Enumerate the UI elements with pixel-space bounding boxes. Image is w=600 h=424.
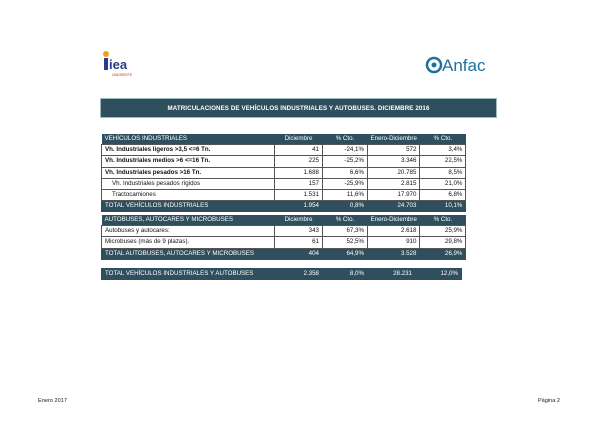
header-ytd: Enero-Diciembre [368, 134, 420, 145]
total-row [102, 201, 466, 212]
table-row [102, 156, 466, 167]
header-ytd-growth: % Cto. [420, 215, 466, 226]
cell: 225 [275, 156, 323, 167]
iea-logo-text: iea [109, 57, 128, 72]
industrial-vehicles-table [101, 134, 466, 212]
cell: 11,6% [323, 189, 368, 200]
footer-page-number: Página 2 [537, 398, 560, 404]
cell: 26,9% [420, 248, 466, 259]
cell: 3.528 [368, 248, 420, 259]
row-label: Autobuses y autocares: [102, 226, 275, 237]
iea-logo [98, 48, 142, 78]
cell: 2.618 [368, 226, 420, 237]
header-category: AUTOBUSES, AUTOCARES Y MICROBUSES [102, 215, 275, 226]
table-row [102, 178, 466, 189]
header-ytd-growth: % Cto. [420, 134, 466, 145]
cell: 29,8% [420, 237, 466, 248]
total-label: TOTAL AUTOBUSES, AUTOCARES Y MICROBUSES [102, 248, 275, 259]
cell: -24,1% [323, 145, 368, 156]
cell: 910 [368, 237, 420, 248]
cell: 404 [275, 248, 323, 259]
cell: 10,1% [420, 201, 466, 212]
report-title: MATRICULACIONES DE VEHÍCULOS INDUSTRIALES Y AUTOBUSES. DICIEMBRE 2016 [100, 98, 497, 118]
table-header [102, 134, 466, 145]
cell: 12,0% [416, 269, 462, 280]
row-label: Microbuses (más de 9 plazas). [102, 237, 275, 248]
buses-table [101, 215, 466, 260]
cell: 1.954 [275, 201, 323, 212]
cell: 21,0% [420, 178, 466, 189]
cell: 1.531 [275, 189, 323, 200]
cell: 1.688 [275, 167, 323, 178]
total-label: TOTAL VEHÍCULOS INDUSTRIALES [102, 201, 275, 212]
row-label: Vh. Industriales pesados rígidos [102, 178, 275, 189]
table-row [102, 167, 466, 178]
cell: 25,9% [420, 226, 466, 237]
cell: 572 [368, 145, 420, 156]
grand-total-table [101, 268, 462, 280]
cell: 2.815 [368, 178, 420, 189]
anfac-logo-text: Anfac [442, 56, 486, 75]
footer-date: Enero 2017 [38, 398, 67, 404]
cell: 6,6% [323, 167, 368, 178]
cell: 8,0% [323, 269, 368, 280]
cell: 41 [275, 145, 323, 156]
cell: 0,8% [323, 201, 368, 212]
header-month: Diciembre [275, 134, 323, 145]
row-label: Vh. Industriales ligeros >3,5 <=6 Tn. [102, 145, 275, 156]
cell: 157 [275, 178, 323, 189]
table-header [102, 215, 466, 226]
cell: 2.358 [275, 269, 323, 280]
table-row [102, 226, 466, 237]
cell: 20.785 [368, 167, 420, 178]
cell: 64,9% [323, 248, 368, 259]
table-row [102, 237, 466, 248]
header-month: Diciembre [275, 215, 323, 226]
row-label: Tractocamiones [102, 189, 275, 200]
cell: -25,2% [323, 156, 368, 167]
header-category: VEHÍCULOS INDUSTRIALES [102, 134, 275, 145]
grand-total-label: TOTAL VEHÍCULOS INDUSTRIALES Y AUTOBUSES [102, 269, 275, 280]
row-label: Vh. Industriales pesados >16 Tn. [102, 167, 275, 178]
total-row [102, 248, 466, 259]
table-row [102, 189, 466, 200]
cell: 8,5% [420, 167, 466, 178]
cell: 3.346 [368, 156, 420, 167]
cell: 24.703 [368, 201, 420, 212]
cell: -25,9% [323, 178, 368, 189]
cell: 343 [275, 226, 323, 237]
grand-total-row [102, 269, 462, 280]
iea-logo-subtext: UNDISERTE [112, 73, 133, 77]
cell: 22,5% [420, 156, 466, 167]
row-label: Vh. Industriales medios >6 <=16 Tn. [102, 156, 275, 167]
anfac-logo [425, 52, 505, 78]
table-row [102, 145, 466, 156]
cell: 17.970 [368, 189, 420, 200]
cell: 3,4% [420, 145, 466, 156]
cell: 52,5% [323, 237, 368, 248]
cell: 61 [275, 237, 323, 248]
cell: 67,3% [323, 226, 368, 237]
header-ytd: Enero-Diciembre [368, 215, 420, 226]
cell: 6,8% [420, 189, 466, 200]
header-growth: % Cto. [323, 134, 368, 145]
cell: 28.231 [368, 269, 416, 280]
header-growth: % Cto. [323, 215, 368, 226]
